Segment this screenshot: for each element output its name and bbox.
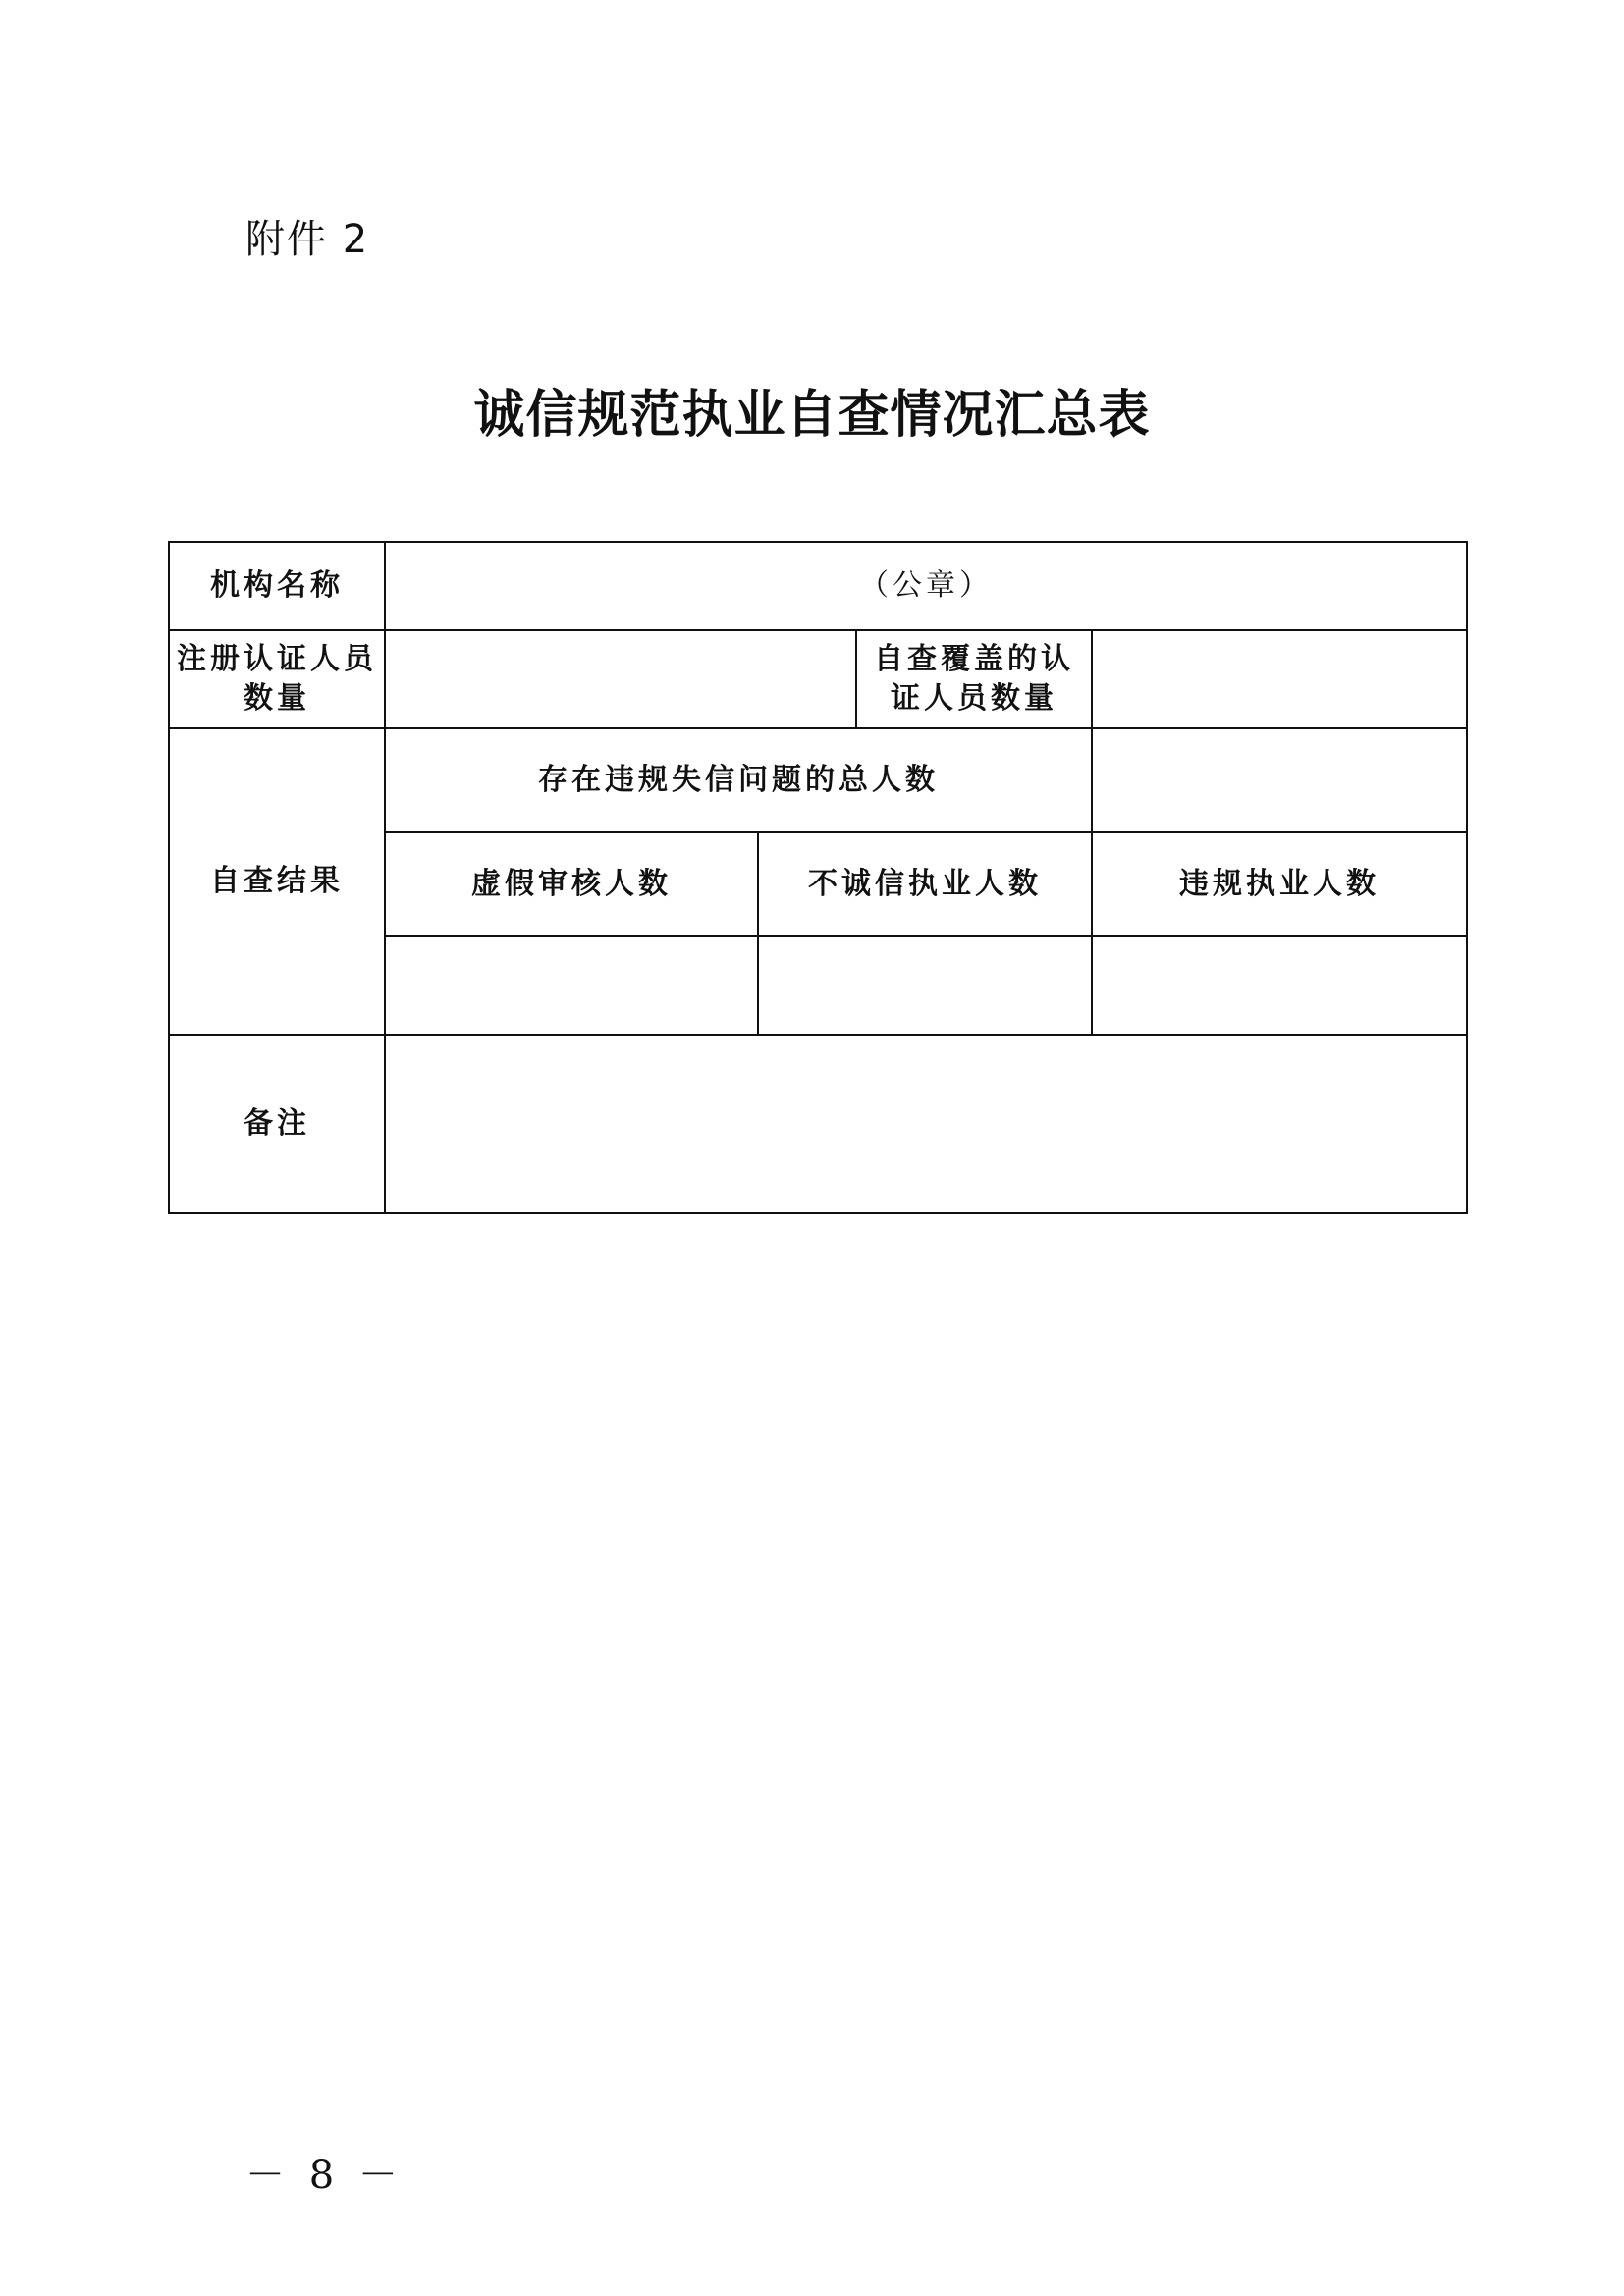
total-violation-field[interactable] — [1092, 728, 1467, 832]
illegal-practice-count-field[interactable] — [1092, 936, 1467, 1035]
illegal-practice-count-header: 违规执业人数 — [1092, 832, 1467, 936]
covered-count-label: 自查覆盖的认证人员数量 — [856, 630, 1092, 728]
person-count-row — [169, 630, 1467, 728]
covered-count-field[interactable] — [1092, 630, 1467, 728]
dishonest-practice-count-field[interactable] — [758, 936, 1092, 1035]
dishonest-practice-count-header: 不诚信执业人数 — [758, 832, 1092, 936]
org-name-field[interactable]: （公章） — [385, 542, 1467, 630]
org-name-row — [169, 542, 1467, 630]
page-number: － 8 － — [245, 2153, 404, 2198]
fake-audit-count-header: 虚假审核人数 — [385, 832, 758, 936]
org-name-label: 机构名称 — [169, 542, 385, 630]
remarks-label: 备注 — [169, 1035, 385, 1213]
remarks-row — [169, 1035, 1467, 1213]
total-violation-row — [169, 728, 1467, 832]
remarks-field[interactable] — [385, 1035, 1467, 1213]
total-violation-label: 存在违规失信问题的总人数 — [385, 728, 1092, 832]
attachment-label: 附件 2 — [245, 217, 370, 262]
page-title: 诚信规范执业自查情况汇总表 — [473, 385, 1151, 445]
fake-audit-count-field[interactable] — [385, 936, 758, 1035]
registered-count-label: 注册认证人员数量 — [169, 630, 385, 728]
summary-form-table — [168, 541, 1468, 1214]
registered-count-field[interactable] — [385, 630, 856, 728]
result-label: 自查结果 — [169, 728, 385, 1035]
